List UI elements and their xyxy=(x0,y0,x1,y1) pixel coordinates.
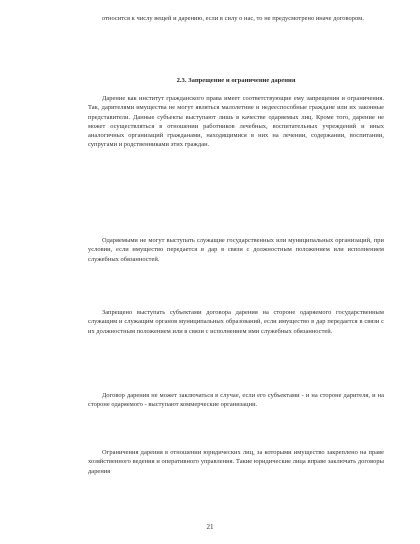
intro-paragraph: относится к числу вещей и дарению, если в силу о нас, то не предусмотрено иначе договором. xyxy=(102,15,364,22)
page-number: 21 xyxy=(206,523,214,531)
intro-paragraph-block xyxy=(88,14,384,23)
paragraph-3: Запрещено выступать субъектами договора дарения на стороне одаряемого государственным служащим и служащим органов муниципальных образований, если имущество в дар передается в связи с их должностным положением или в связи с исполнением ими служебных обязанностей. xyxy=(88,309,384,335)
body-text xyxy=(88,94,384,150)
body-text-2 xyxy=(88,236,384,264)
paragraph-2: Одаряемыми не могут выступать служащие государственных или муниципальных организаций, при условии, если имущество передается в дар в связи с должностным положением или исполнением служебных обязанностей. xyxy=(88,237,384,263)
paragraph-1: Дарение как институт гражданского права имеет соответствующие ему запрещения и ограничения. Так, дарителями имущества не могут являться малолетние и недееспособные граждане или их законные представители. Данные субъекты выступают лишь в качестве одаряемых лиц. Кроме того, дарение не может осуществляться в отношении работников лечебных, воспитательных учреждений и иных аналогичных организаций гражданами, находящимися в них на лечении, содержании, воспитании, супругами и родственниками этих граждан. xyxy=(88,95,384,149)
paragraph-5: Ограничения дарения в отношении юридических лиц, за которыми имущество закреплено на праве хозяйственного ведения и оперативного управления. Такие юридические лица вправе заключать договоры дарения xyxy=(88,449,384,475)
body-text-4 xyxy=(88,391,384,410)
section-heading: 2.3. Запрещение и ограничение дарения xyxy=(176,77,296,84)
paragraph-4: Договор дарения не может заключаться в случае, если его субъектами - и на стороне дарителя, и на стороне одаряемого - выступают коммерческие организации. xyxy=(88,392,384,409)
body-text-3 xyxy=(88,308,384,336)
body-text-5 xyxy=(88,448,384,476)
